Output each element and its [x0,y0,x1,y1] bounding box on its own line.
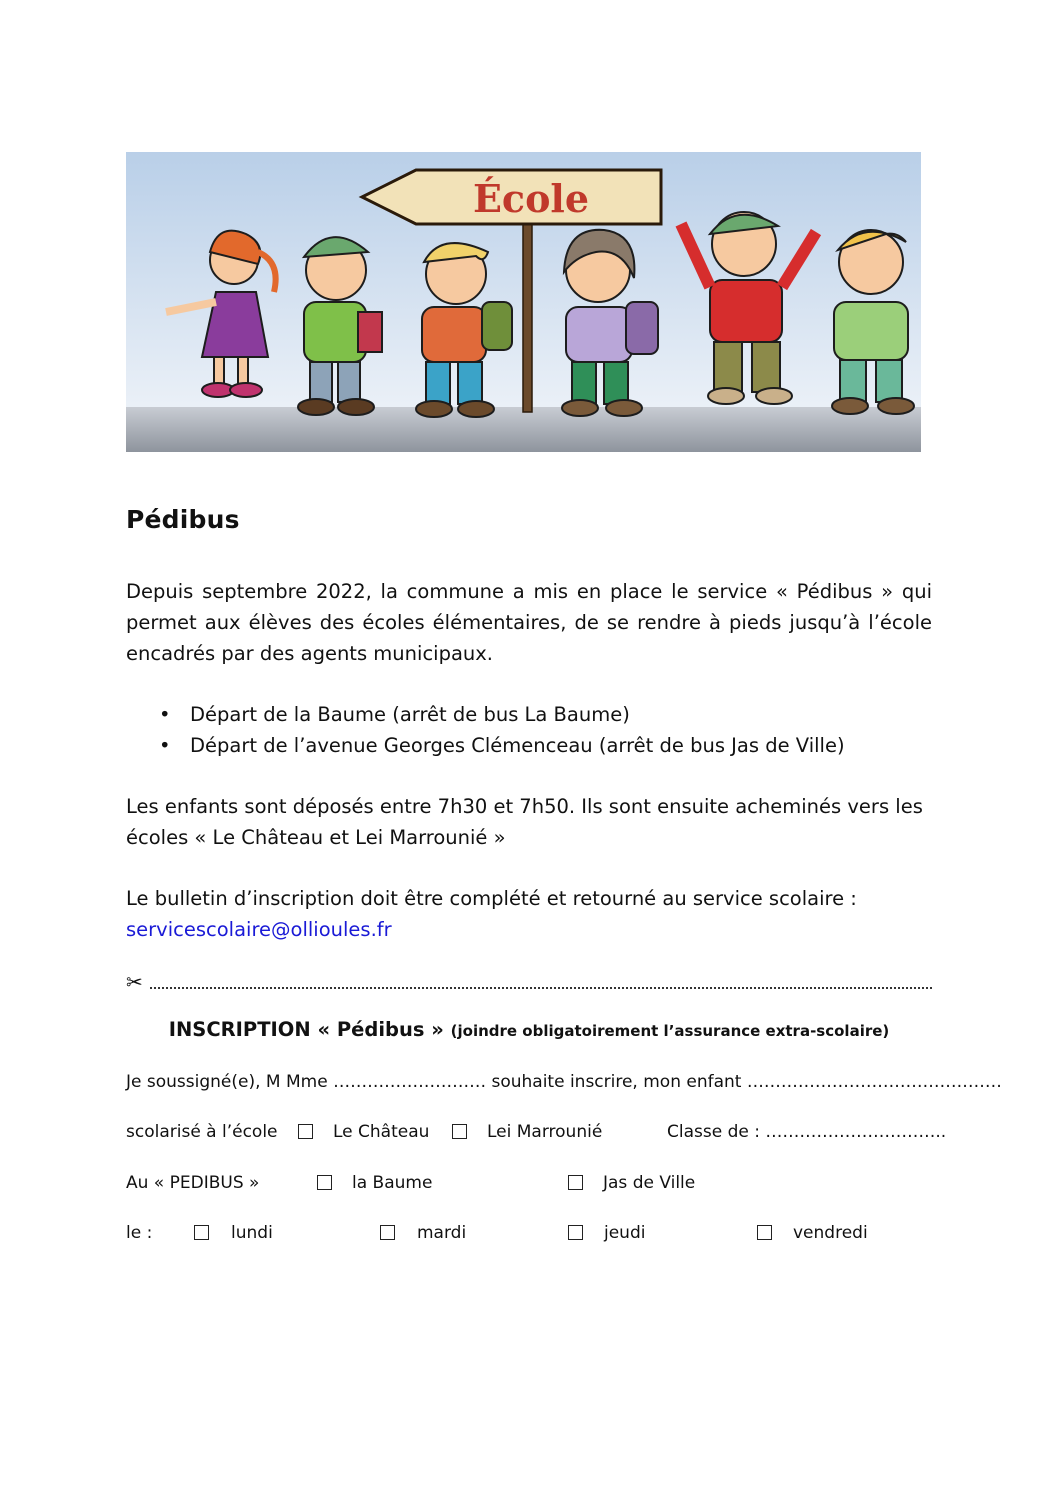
checkbox-vendredi[interactable] [757,1225,772,1240]
form-title-text: INSCRIPTION « Pédibus » [168,1018,444,1041]
form-row-days [126,1220,932,1246]
form-row-pedibus [126,1170,932,1196]
form-title [126,1018,932,1041]
page-title: Pédibus [126,505,240,534]
school-label: scolarisé à l’école [126,1122,278,1142]
checkbox-mardi[interactable] [380,1225,395,1240]
option-vendredi: vendredi [793,1223,868,1243]
school-sign-text: École [472,176,590,221]
option-jeudi: jeudi [604,1223,646,1243]
list-item: • Départ de l’avenue Georges Clémenceau (arrêt de bus Jas de Ville) [126,730,845,761]
option-lei-marrounie: Lei Marrounié [487,1122,603,1142]
checkbox-jeudi[interactable] [568,1225,583,1240]
option-jas-de-ville: Jas de Ville [603,1173,696,1193]
schedule-paragraph: Les enfants sont déposés entre 7h30 et 7h50. Ils sont ensuite acheminés vers les écoles « Le Château et Lei Marrounié » [126,795,923,849]
school-banner-illustration [126,152,921,452]
bullet-icon: • [159,703,171,726]
bullet-icon: • [159,734,171,757]
scissors-icon: ✂ [126,970,143,994]
email-link[interactable]: servicescolaire@ollioules.fr [126,918,392,941]
cut-line [126,970,932,996]
parent-child-field[interactable]: Je soussigné(e), M Mme ……………………… souhaite inscrire, mon enfant ……………………………………… [126,1072,1002,1092]
list-item: • Départ de la Baume (arrêt de bus La Baume) [126,699,845,730]
option-lundi: lundi [231,1223,273,1243]
form-title-note: (joindre obligatoirement l’assurance extra-scolaire) [450,1022,890,1040]
option-la-baume: la Baume [352,1173,433,1193]
checkbox-le-chateau[interactable] [298,1124,313,1139]
class-field[interactable]: Classe de : ………………………….. [667,1122,947,1142]
checkbox-lei-marrounie[interactable] [452,1124,467,1139]
checkbox-jas-de-ville[interactable] [568,1175,583,1190]
option-le-chateau: Le Château [333,1122,430,1142]
pedibus-label: Au « PEDIBUS » [126,1173,260,1193]
option-mardi: mardi [417,1223,467,1243]
dotted-separator [150,987,932,989]
contact-text: Le bulletin d’inscription doit être complété et retourné au service scolaire : [126,887,857,910]
form-row-school [126,1119,947,1145]
days-label: le : [126,1223,153,1243]
contact-paragraph [126,883,932,945]
intro-paragraph: Depuis septembre 2022, la commune a mis en place le service « Pédibus » qui permet aux élèves des écoles élémentaires, de se rendre à pieds jusqu’à l’école encadrés par des agents municipaux. [126,580,932,665]
departure-list [126,699,845,761]
checkbox-la-baume[interactable] [317,1175,332,1190]
form-row-parent [126,1069,1002,1095]
checkbox-lundi[interactable] [194,1225,209,1240]
